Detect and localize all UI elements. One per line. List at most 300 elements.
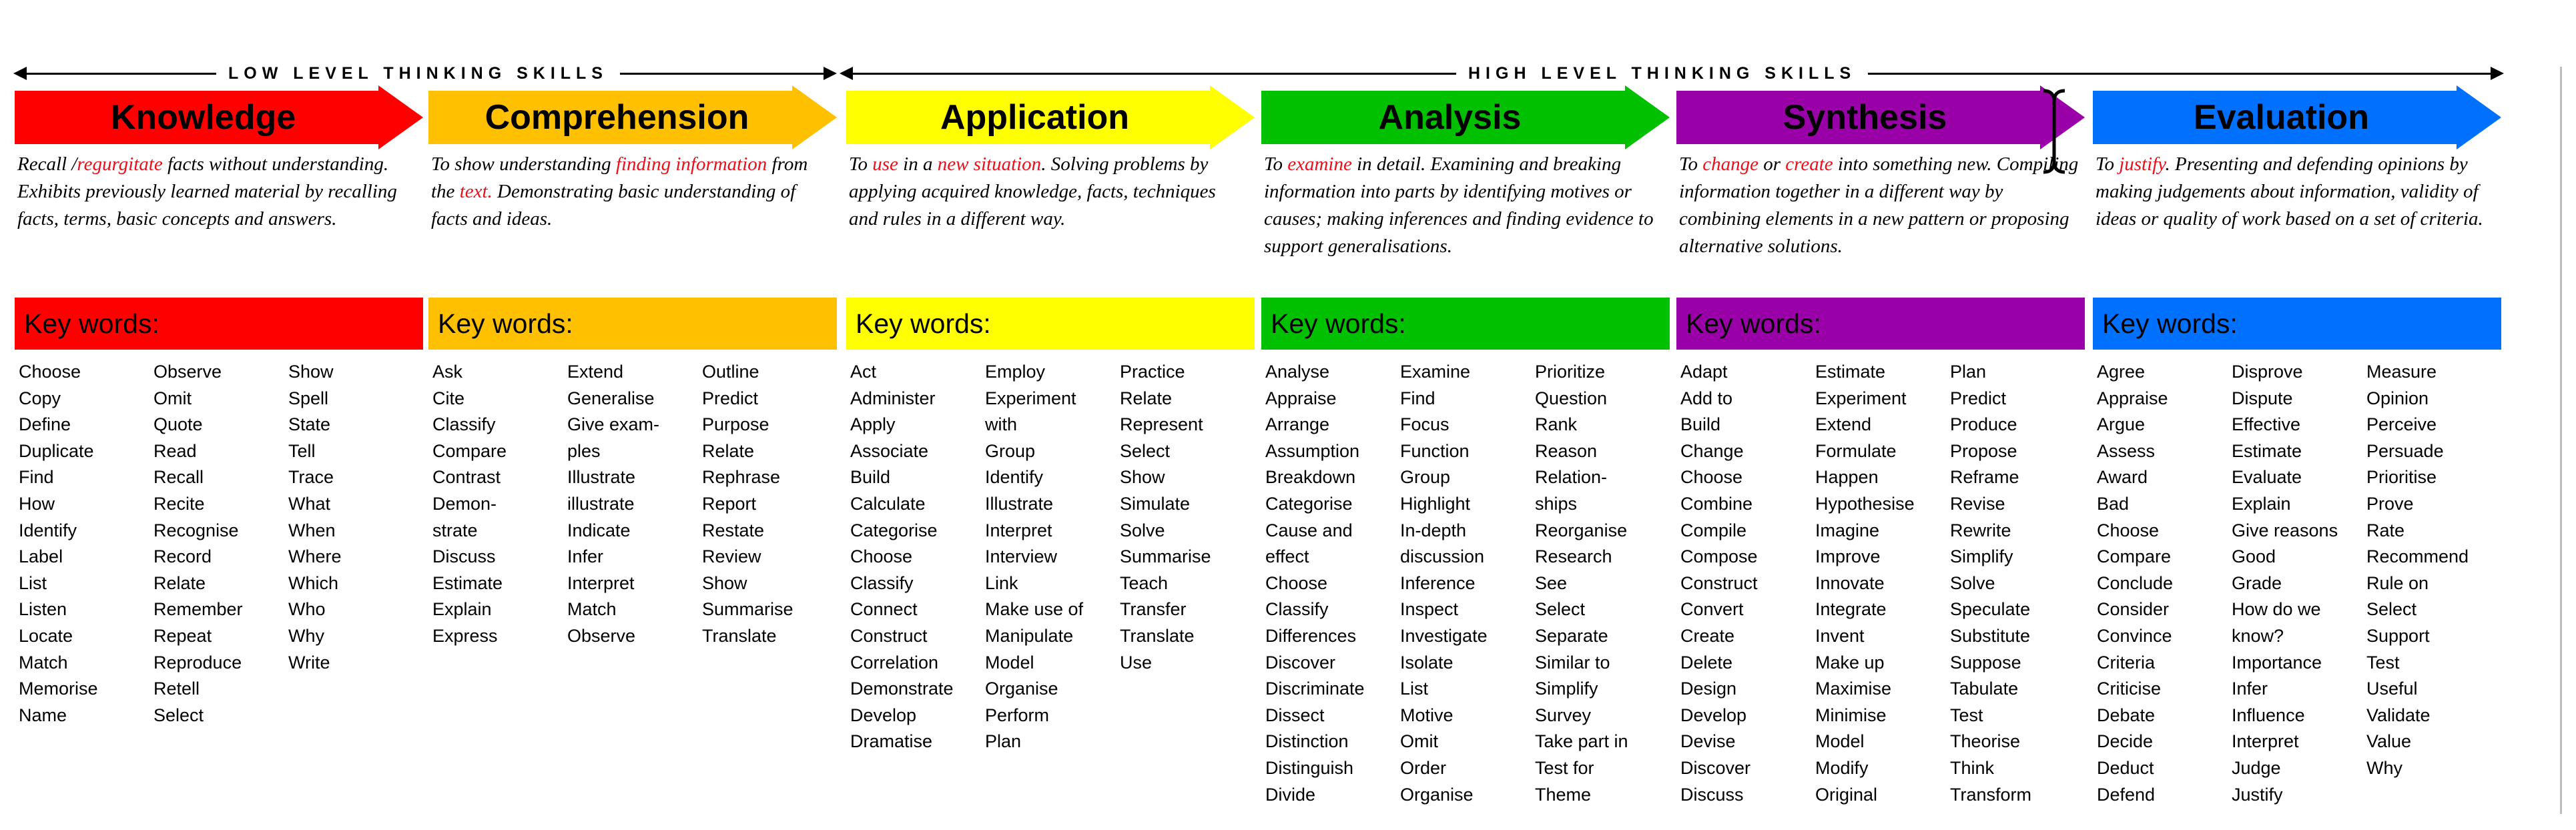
keywords-list [850,359,1255,755]
keyword: Cite [432,388,465,408]
description-text: . Solving problems by applying acquired knowledge, facts, techniques and rules in a different way. [849,153,1216,230]
keyword: Define [19,414,71,435]
keyword: Outline [702,362,759,382]
keyword: Relate [153,572,206,593]
keyword: Take part in [1535,731,1628,752]
description-text: Recall / [17,153,77,175]
keyword: Show [702,572,747,593]
keyword: Perceive [2366,414,2437,435]
keyword: Conclude [2097,572,2174,593]
keyword-column [567,359,702,650]
keyword: Effective [2232,414,2301,435]
keyword: Locate [19,625,73,646]
high-level-range [842,64,2501,83]
keyword: Opinion [2366,388,2429,408]
keyword: Reason [1535,440,1598,461]
keyword: Identify [985,467,1044,488]
arrowhead-right-icon [824,67,837,80]
keyword: Tabulate [1950,679,2019,699]
keyword: Appraise [2097,388,2168,408]
keyword: Repeat [153,625,212,646]
keyword: Demonstrate [850,679,954,699]
keyword: Research [1535,546,1612,567]
keyword: Estimate [2232,440,2302,461]
keyword: Act [850,362,877,382]
keyword: Categorise [850,520,938,540]
keyword: Correlation [850,652,939,673]
keyword: ples [567,440,601,461]
keyword: Who [288,599,326,620]
keywords-header: Key words: [1676,298,2085,350]
keyword: Make use of [985,599,1084,620]
keyword: Inference [1400,572,1476,593]
keyword: Match [567,599,617,620]
keyword: Indicate [567,520,631,540]
keyword: Record [153,546,212,567]
keyword: Value [2366,731,2412,752]
keyword: Support [2366,625,2430,646]
keyword: Discover [1680,757,1751,778]
keyword: Translate [702,625,777,646]
keyword: Reorganise [1535,520,1628,540]
keyword: Model [1815,731,1865,752]
keyword: Why [2366,757,2402,778]
arrow-analysis [1261,85,1670,149]
keyword: Illustrate [985,493,1054,514]
keyword-column [1950,359,2085,808]
keyword-column [1265,359,1400,808]
keyword: Purpose [702,414,769,435]
keyword: Classify [850,572,914,593]
keyword: Combine [1680,493,1753,514]
keyword: Substitute [1950,625,2031,646]
keyword: Suppose [1950,652,2021,673]
level-title: Comprehension [485,98,749,137]
keyword: Convert [1680,599,1744,620]
keyword: Motive [1400,705,1454,725]
low-level-label: LOW LEVEL THINKING SKILLS [216,61,620,85]
keyword: Spell [288,388,329,408]
keyword: Reframe [1950,467,2019,488]
keyword: Use [1120,652,1153,673]
keyword: Copy [19,388,61,408]
keyword: Represent [1120,414,1203,435]
keyword: Practice [1120,362,1185,382]
keyword: Disprove [2232,362,2303,382]
keyword: Find [1400,388,1435,408]
keyword: Examine [1400,362,1471,382]
keyword: Infer [567,546,604,567]
keyword: Group [1400,467,1451,488]
keyword: Build [850,467,891,488]
keyword: Speculate [1950,599,2031,620]
keyword: Argue [2097,414,2146,435]
keyword: Minimise [1815,705,1887,725]
keywords-header: Key words: [846,298,1255,350]
description-text: . Presenting and defending opinions by making judgements about information, validity of ideas or quality of work based on a set of criteria. [2096,153,2483,230]
keyword: List [1400,679,1429,699]
keywords-list [1680,359,2085,808]
keyword: When [288,520,336,540]
keyword: Test [1950,705,1983,725]
keyword: know? [2232,625,2284,646]
keyword: What [288,493,331,514]
keyword: Discriminate [1265,679,1365,699]
keyword: Relate [1120,388,1173,408]
arrowhead-left-icon [840,67,853,80]
keyword: Highlight [1400,493,1471,514]
keyword: Manipulate [985,625,1074,646]
keyword: Restate [702,520,765,540]
keyword: Demon- [432,493,497,514]
keyword-column [153,359,288,729]
keyword: Group [985,440,1036,461]
keywords-header: Key words: [428,298,837,350]
keyword: Convince [2097,625,2172,646]
description-text: from the [431,153,808,202]
keyword: Investigate [1400,625,1488,646]
keyword: Show [288,362,334,382]
keyword: Interpret [985,520,1052,540]
keyword: Dispute [2232,388,2293,408]
keyword: ships [1535,493,1578,514]
keyword: Organise [985,679,1058,699]
keyword: Discover [1265,652,1336,673]
keyword: Evaluate [2232,467,2302,488]
keyword: Imagine [1815,520,1880,540]
keyword: Remember [153,599,243,620]
keyword: Show [1120,467,1165,488]
keyword: Similar to [1535,652,1610,673]
keyword: Classify [432,414,496,435]
keyword: Report [702,493,757,514]
keyword: Divide [1265,784,1316,805]
keyword-column [1120,359,1255,755]
keyword: Listen [19,599,67,620]
keyword: Bad [2097,493,2130,514]
keyword: Rephrase [702,467,781,488]
keyword: Think [1950,757,1995,778]
keyword: Produce [1950,414,2017,435]
keyword: Focus [1400,414,1450,435]
keyword: Separate [1535,625,1608,646]
keyword: Prioritize [1535,362,1606,382]
keyword: Simulate [1120,493,1191,514]
keyword: Question [1535,388,1608,408]
arrowhead-right-icon [2491,67,2504,80]
keyword: Employ [985,362,1046,382]
keyword: Organise [1400,784,1474,805]
level-description [849,151,1249,233]
keyword: Teach [1120,572,1169,593]
keyword: Generalise [567,388,655,408]
keyword: State [288,414,331,435]
keyword: Compare [432,440,507,461]
keyword: Estimate [432,572,503,593]
keyword: Test [2366,652,2400,673]
keyword: Experiment [985,388,1076,408]
keyword: Maximise [1815,679,1892,699]
keyword: Measure [2366,362,2437,382]
keyword: Judge [2232,757,2281,778]
keywords-header: Key words: [15,298,423,350]
page-edge-line [2560,67,2562,814]
keyword: How do we [2232,599,2321,620]
keyword: Distinguish [1265,757,1354,778]
keyword: Isolate [1400,652,1454,673]
keyword: Innovate [1815,572,1885,593]
keyword: Compare [2097,546,2172,567]
keyword: Construct [850,625,928,646]
keyword: Develop [1680,705,1747,725]
keyword: Defend [2097,784,2156,805]
keyword: Design [1680,679,1737,699]
keyword: Formulate [1815,440,1897,461]
highlight-text: new situation [937,153,1042,175]
keyword: Label [19,546,63,567]
description-text: or [1758,153,1786,175]
description-text: in detail. Examining and breaking information into parts by identifying motives or causes; making inferences and finding evidence to support generalisations. [1264,153,1654,257]
keyword: Summarise [1120,546,1211,567]
keyword: Transfer [1120,599,1187,620]
description-text: To [849,153,873,175]
keyword: Apply [850,414,896,435]
keyword: Rule on [2366,572,2429,593]
keyword: Discuss [432,546,496,567]
keyword: Improve [1815,546,1881,567]
keyword: Compose [1680,546,1758,567]
arrow-knowledge [15,85,423,149]
keyword: Arrange [1265,414,1330,435]
keyword-column [1400,359,1535,808]
keyword: In-depth [1400,520,1467,540]
level-description [17,151,418,233]
keyword: Classify [1265,599,1329,620]
keyword: Plan [985,731,1022,752]
keyword: Inspect [1400,599,1459,620]
keyword: Duplicate [19,440,94,461]
keyword: Retell [153,679,200,699]
keyword-column [985,359,1120,755]
keyword: Validate [2366,705,2431,725]
keyword: Calculate [850,493,926,514]
keyword: discussion [1400,546,1485,567]
keyword: Predict [1950,388,2007,408]
keyword: Connect [850,599,918,620]
keyword: Reproduce [153,652,242,673]
keyword: Interpret [567,572,635,593]
keyword: Useful [2366,679,2418,699]
keyword: Solve [1120,520,1165,540]
keyword-column [1680,359,1815,808]
keyword: Simplify [1950,546,2013,567]
keyword-column [2232,359,2366,808]
keyword-column [19,359,153,729]
highlight-text: regurgitate [77,153,163,175]
keyword: Match [19,652,68,673]
level-title: Evaluation [2194,98,2369,137]
arrowhead-left-icon [13,67,27,80]
keyword: Criteria [2097,652,2156,673]
keyword: Change [1680,440,1744,461]
highlight-text: finding information [615,153,767,175]
keyword: Decide [2097,731,2154,752]
description-text: Demonstrating basic understanding of facts and ideas. [431,181,796,230]
keyword: Observe [567,625,636,646]
keyword: Assumption [1265,440,1360,461]
keyword: Read [153,440,197,461]
keyword: Name [19,705,67,725]
keyword: Propose [1950,440,2017,461]
keyword: Adapt [1680,362,1728,382]
keyword: Infer [2232,679,2268,699]
level-title: Analysis [1378,98,1522,137]
level-description [1264,151,1664,260]
keyword: Memorise [19,679,98,699]
keyword: Which [288,572,339,593]
keyword: Theorise [1950,731,2021,752]
keyword: effect [1265,546,1309,567]
keyword: Build [1680,414,1721,435]
keyword: Discuss [1680,784,1744,805]
keyword: Differences [1265,625,1357,646]
keyword: Omit [1400,731,1438,752]
keyword: Interpret [2232,731,2299,752]
keyword: Make up [1815,652,1885,673]
keyword: Predict [702,388,759,408]
description-text: To [1264,153,1288,175]
low-level-range [16,64,834,83]
keyword: Assess [2097,440,2156,461]
keyword: Select [153,705,204,725]
keyword: Link [985,572,1018,593]
description-text: facts without understanding. Exhibits previously learned material by recalling facts, terms, basic concepts and answers. [17,153,397,230]
keyword: Select [1120,440,1171,461]
level-title: Synthesis [1783,98,1947,137]
highlight-text: change [1702,153,1758,175]
keyword: Good [2232,546,2276,567]
keyword: Prove [2366,493,2414,514]
keyword: Delete [1680,652,1733,673]
keyword: Review [702,546,761,567]
keyword: Dissect [1265,705,1325,725]
description-text: into something new. Compiling information together in a different way by combining elements in a new pattern or proposing alternative solutions. [1679,153,2079,257]
level-title: Knowledge [110,98,296,137]
arrow-evaluation [2093,85,2501,149]
keyword: Theme [1535,784,1592,805]
keyword: Choose [2097,520,2160,540]
keyword-column [288,359,423,729]
keyword: Recite [153,493,205,514]
keyword: Integrate [1815,599,1887,620]
keyword-column [1815,359,1950,808]
keyword: with [985,414,1018,435]
keyword: Choose [19,362,81,382]
description-text: To [2096,153,2120,175]
keyword: Select [2366,599,2417,620]
keyword: Rewrite [1950,520,2011,540]
keyword: Interview [985,546,1058,567]
keyword: Explain [2232,493,2291,514]
keyword-column [702,359,837,650]
keyword: Trace [288,467,334,488]
description-text: To [1679,153,1703,175]
arrow-synthesis [1676,85,2085,149]
keyword: Breakdown [1265,467,1356,488]
keyword: Identify [19,520,77,540]
keywords-list [432,359,837,650]
keyword: Quote [153,414,203,435]
keyword: Explain [432,599,492,620]
keyword: Invent [1815,625,1865,646]
description-text: To show understanding [431,153,616,175]
keyword: Rank [1535,414,1578,435]
keyword: Illustrate [567,467,636,488]
keyword: Dramatise [850,731,933,752]
keyword: Compile [1680,520,1747,540]
keyword: Choose [1265,572,1328,593]
keyword: Where [288,546,342,567]
arrow-comprehension [428,85,837,149]
keyword: Give reasons [2232,520,2338,540]
highlight-text: text. [459,181,493,202]
keyword: Choose [850,546,913,567]
keyword: Write [288,652,330,673]
keyword: Appraise [1265,388,1337,408]
keyword: Why [288,625,324,646]
keyword-column [432,359,567,650]
keyword-column [850,359,985,755]
keyword: Solve [1950,572,1995,593]
keyword: See [1535,572,1568,593]
level-description [431,151,832,233]
keyword: Agree [2097,362,2146,382]
keyword: Select [1535,599,1586,620]
keyword: Choose [1680,467,1743,488]
keyword: Plan [1950,362,1987,382]
level-description [1679,151,2079,260]
keyword: Recommend [2366,546,2469,567]
keyword: Administer [850,388,936,408]
keyword: Model [985,652,1034,673]
keyword: Associate [850,440,929,461]
keywords-list [19,359,423,729]
keyword: Simplify [1535,679,1598,699]
keywords-header: Key words: [2093,298,2501,350]
keyword: Debate [2097,705,2156,725]
keyword: Deduct [2097,757,2154,778]
keyword: Happen [1815,467,1879,488]
keyword: Consider [2097,599,2170,620]
level-title: Application [940,98,1130,137]
keyword: Estimate [1815,362,1886,382]
keyword: Relation- [1535,467,1608,488]
keyword: Modify [1815,757,1869,778]
keyword: Recall [153,467,204,488]
highlight-text: justify [2119,153,2166,175]
keyword: Experiment [1815,388,1907,408]
keyword: Analyse [1265,362,1330,382]
keyword: Categorise [1265,493,1353,514]
keyword: Express [432,625,498,646]
keyword: List [19,572,47,593]
keyword-column [1535,359,1670,808]
keyword: Function [1400,440,1470,461]
keyword: Justify [2232,784,2283,805]
keyword: Contrast [432,467,501,488]
keyword: Cause and [1265,520,1353,540]
keyword: Ask [432,362,463,382]
